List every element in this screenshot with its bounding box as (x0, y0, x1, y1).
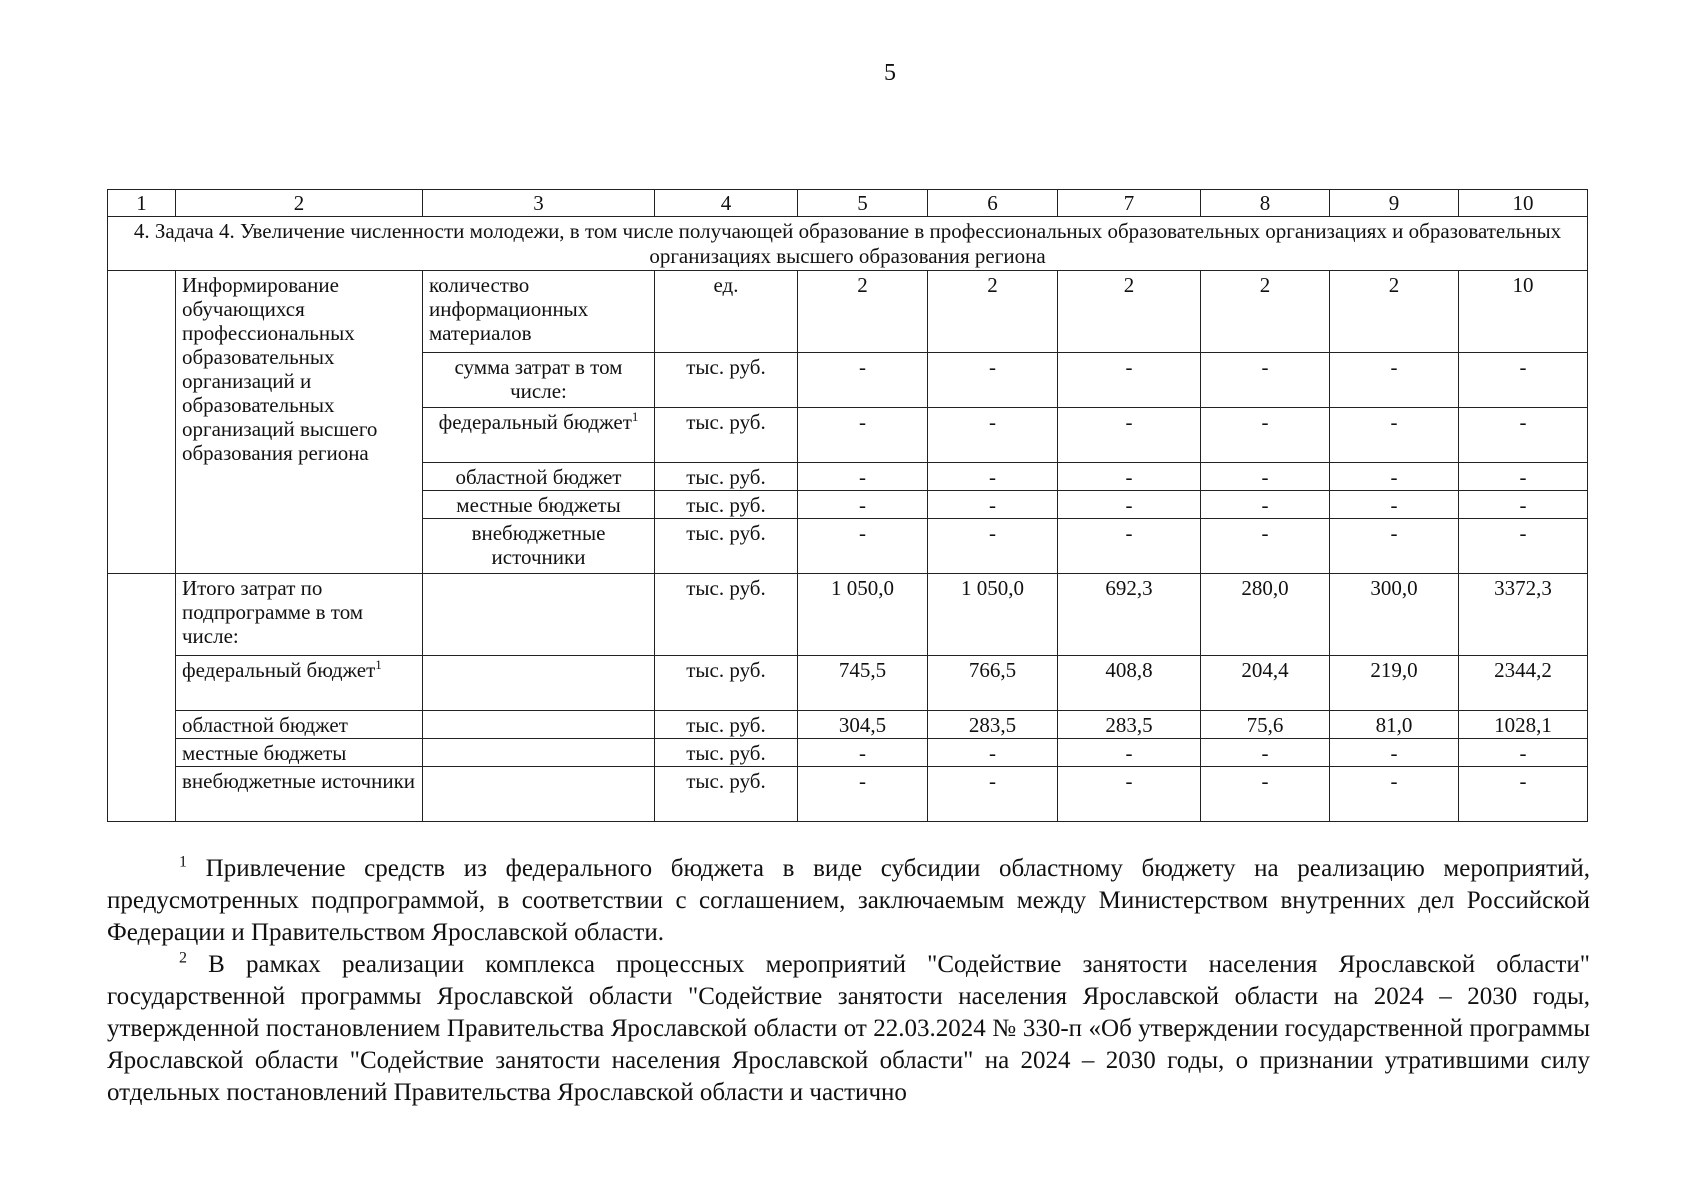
value-cell: - (1459, 463, 1588, 491)
value-cell: - (1058, 767, 1201, 822)
value-cell: - (1201, 353, 1330, 408)
footnote-mark: 1 (631, 409, 639, 424)
value-cell: 2344,2 (1459, 656, 1588, 711)
column-number-row (108, 190, 1588, 217)
footnote-mark: 2 (179, 949, 187, 967)
value-cell: - (1330, 353, 1459, 408)
value-cell: 81,0 (1330, 711, 1459, 739)
column-number: 3 (423, 190, 655, 217)
column-number: 5 (798, 190, 928, 217)
value-cell: - (1058, 519, 1201, 574)
indicator-cell: сумма затрат в том числе: (423, 353, 655, 408)
footnotes (107, 853, 1590, 1109)
value-cell: - (798, 519, 928, 574)
value-cell: 1028,1 (1459, 711, 1588, 739)
value-cell: 745,5 (798, 656, 928, 711)
empty-cell (423, 739, 655, 767)
value-cell: - (1459, 491, 1588, 519)
column-number: 10 (1459, 190, 1588, 217)
value-cell: - (1201, 408, 1330, 463)
value-cell: 1 050,0 (798, 574, 928, 656)
totals-label: местные бюджеты (176, 739, 423, 767)
indicator-cell: местные бюджеты (423, 491, 655, 519)
task-title: 4. Задача 4. Увеличение численности молодежи, в том числе получающей образование в профессиональных образовательных организациях и образовательных организациях высшего образования региона (108, 217, 1588, 271)
footnote-1 (107, 853, 1590, 949)
value-cell: - (1058, 463, 1201, 491)
value-cell: 300,0 (1330, 574, 1459, 656)
value-cell: - (1058, 739, 1201, 767)
column-number: 4 (655, 190, 798, 217)
value-cell: - (928, 491, 1058, 519)
empty-cell (423, 656, 655, 711)
value-cell: - (1330, 519, 1459, 574)
totals-row (108, 711, 1588, 739)
footnote-mark: 1 (179, 853, 187, 871)
value-cell: 2 (928, 271, 1058, 353)
totals-label: Итого затрат по подпрограмме в том числе: (176, 574, 423, 656)
value-cell: 2 (1201, 271, 1330, 353)
value-cell: - (1330, 463, 1459, 491)
unit-cell: тыс. руб. (655, 739, 798, 767)
column-number: 7 (1058, 190, 1201, 217)
value-cell: - (928, 353, 1058, 408)
value-cell: 408,8 (1058, 656, 1201, 711)
activity-name: Информирование обучающихся профессиональных образовательных организаций и образовательных организаций высшего образования региона (176, 271, 423, 574)
value-cell: - (928, 463, 1058, 491)
value-cell: 204,4 (1201, 656, 1330, 711)
value-cell: - (928, 767, 1058, 822)
table-row (108, 271, 1588, 353)
empty-cell (423, 767, 655, 822)
column-number: 6 (928, 190, 1058, 217)
value-cell: - (1459, 767, 1588, 822)
unit-cell: тыс. руб. (655, 408, 798, 463)
value-cell: - (1459, 408, 1588, 463)
unit-cell: тыс. руб. (655, 767, 798, 822)
totals-row (108, 767, 1588, 822)
value-cell: - (798, 408, 928, 463)
value-cell: 10 (1459, 271, 1588, 353)
footnote-text: Привлечение средств из федерального бюджета в виде субсидии областному бюджету на реализацию мероприятий, предусмотренных подпрограммой, в соответствии с соглашением, заключаемым между Министерством внутренних дел Российской Федерации и Правительством Ярославской области. (107, 855, 1591, 946)
value-cell: - (798, 767, 928, 822)
value-cell: 766,5 (928, 656, 1058, 711)
empty-cell (108, 574, 176, 822)
value-cell: 692,3 (1058, 574, 1201, 656)
unit-cell: тыс. руб. (655, 656, 798, 711)
value-cell: - (1459, 739, 1588, 767)
value-cell: - (1330, 739, 1459, 767)
value-cell: - (928, 739, 1058, 767)
value-cell: 280,0 (1201, 574, 1330, 656)
value-cell: 2 (798, 271, 928, 353)
value-cell: - (1201, 463, 1330, 491)
value-cell: 219,0 (1330, 656, 1459, 711)
value-cell: - (1058, 491, 1201, 519)
totals-row (108, 739, 1588, 767)
value-cell: 283,5 (928, 711, 1058, 739)
unit-cell: тыс. руб. (655, 491, 798, 519)
indicator-cell: областной бюджет (423, 463, 655, 491)
value-cell: - (1459, 353, 1588, 408)
totals-row (108, 656, 1588, 711)
empty-cell (423, 711, 655, 739)
indicator-label: федеральный бюджет (438, 410, 632, 434)
indicator-cell: внебюджетные источники (423, 519, 655, 574)
unit-cell: ед. (655, 271, 798, 353)
footnote-text: В рамках реализации комплекса процессных мероприятий "Содействие занятости населения Ярославской области" государственной программы Ярославской области "Содействие занятости населения Ярославской области на 2024 – 2030 годы, утвержденной постановлением Правительства Ярославской области от 22.03.2024 № 330-п «Об утверждении государственной программы Ярославской области "Содействие занятости населения Ярославской области" на 2024 – 2030 годы, о признании утратившими силу отдельных постановлений Правительства Ярославской области и частично (107, 951, 1591, 1106)
column-number: 2 (176, 190, 423, 217)
value-cell: 1 050,0 (928, 574, 1058, 656)
totals-label (176, 656, 423, 711)
totals-label-text: федеральный бюджет (182, 658, 376, 682)
value-cell: 75,6 (1201, 711, 1330, 739)
value-cell: - (1058, 408, 1201, 463)
value-cell: - (798, 463, 928, 491)
totals-label: внебюджетные источники (176, 767, 423, 822)
unit-cell: тыс. руб. (655, 463, 798, 491)
value-cell: - (1330, 491, 1459, 519)
totals-label: областной бюджет (176, 711, 423, 739)
totals-row (108, 574, 1588, 656)
value-cell: - (1201, 519, 1330, 574)
footnote-mark: 1 (375, 657, 382, 672)
indicator-cell: количество информационных материалов (423, 271, 655, 353)
value-cell: 304,5 (798, 711, 928, 739)
value-cell: 2 (1058, 271, 1201, 353)
value-cell: - (798, 491, 928, 519)
value-cell: 3372,3 (1459, 574, 1588, 656)
footnote-2 (107, 949, 1590, 1109)
value-cell: - (1058, 353, 1201, 408)
task-row (108, 217, 1588, 271)
empty-cell (108, 271, 176, 574)
budget-table (107, 189, 1588, 822)
unit-cell: тыс. руб. (655, 711, 798, 739)
value-cell: - (1201, 739, 1330, 767)
value-cell: - (928, 519, 1058, 574)
unit-cell: тыс. руб. (655, 353, 798, 408)
value-cell: 283,5 (1058, 711, 1201, 739)
indicator-cell (423, 408, 655, 463)
value-cell: - (1459, 519, 1588, 574)
empty-cell (423, 574, 655, 656)
value-cell: - (798, 353, 928, 408)
column-number: 1 (108, 190, 176, 217)
value-cell: - (1330, 767, 1459, 822)
column-number: 9 (1330, 190, 1459, 217)
value-cell: 2 (1330, 271, 1459, 353)
value-cell: - (1201, 767, 1330, 822)
unit-cell: тыс. руб. (655, 519, 798, 574)
value-cell: - (798, 739, 928, 767)
value-cell: - (928, 408, 1058, 463)
unit-cell: тыс. руб. (655, 574, 798, 656)
value-cell: - (1330, 408, 1459, 463)
column-number: 8 (1201, 190, 1330, 217)
value-cell: - (1201, 491, 1330, 519)
page-number: 5 (884, 60, 896, 86)
